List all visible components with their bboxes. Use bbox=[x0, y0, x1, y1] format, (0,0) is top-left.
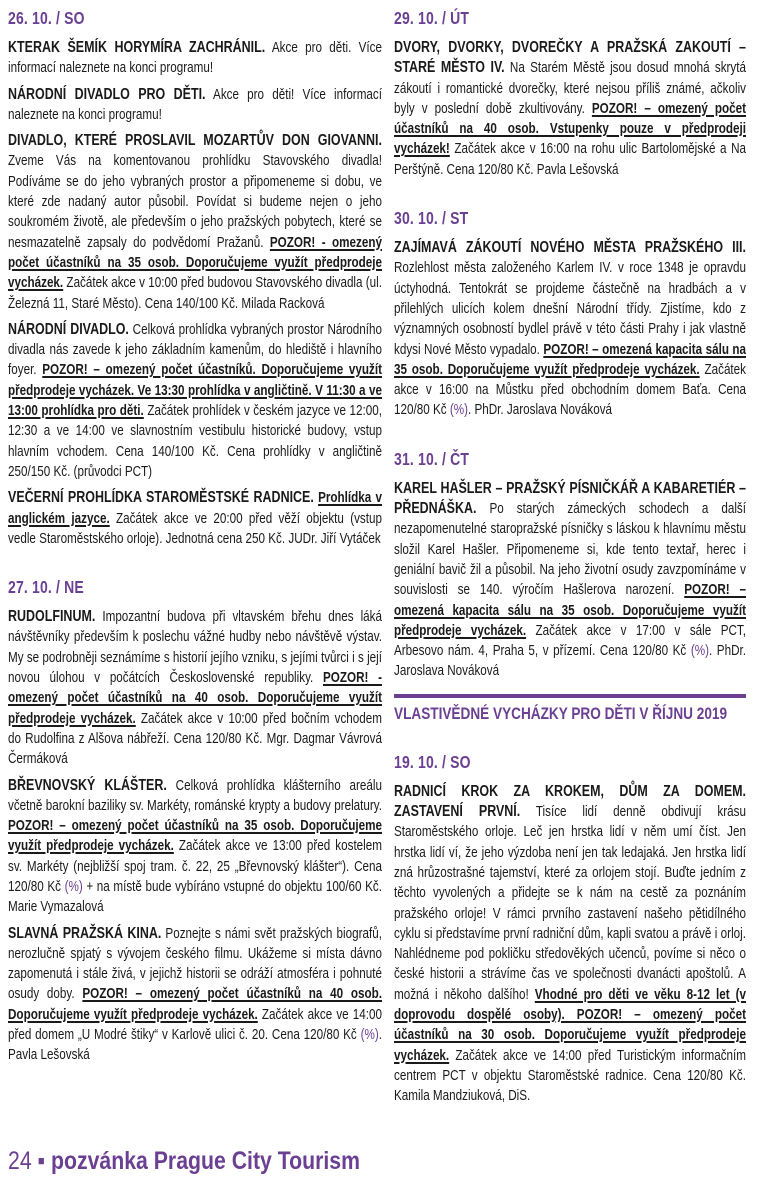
event-details: Začátek akce v 10:00 před bočním vchodem do Rudolfina z Alšova nábřeží. Cena 120/80 Kč. Mgr. Dagmar Vávrová Čermáková bbox=[8, 710, 382, 768]
event-warning: POZOR! – omezený počet účastníků na 35 osob. Doporučujeme využít předprodeje vycházek. bbox=[8, 818, 382, 855]
event-warning: POZOR! – omezená kapacita sálu na 35 osob. Doporučujeme využít předprodeje vycházek. bbox=[394, 341, 747, 378]
event-item bbox=[8, 776, 382, 918]
date-heading: 30. 10. / ST bbox=[394, 208, 469, 229]
event-details: Začátek akce ve 20:00 před věží objektu (vstup vedle Staroměstského orloje). Jednotná cena 250 Kč. JUDr. Jiří Vytáček bbox=[8, 510, 382, 547]
event-title: RADNICÍ KROK ZA KROKEM, DŮM ZA DOMEM. ZASTAVENÍ PRVNÍ. bbox=[394, 782, 746, 821]
event-text: Po starých zámeckých schodech a další nezapomenutelné staropražské písničky s láskou k hlavnímu městu složil Karel Hašler. Připomeneme si, kde tento textař, herec i geniální bavič žil a působil. Na jeho životní osudy zavzpomínáme v souvislosti se 140. výročím Hašlerova narození. bbox=[394, 501, 746, 599]
event-details: Začátek akce v 17:00 v sále PCT, Arbesovo nám. 4, Praha 5, v přízemí. Cena 120/80 Kč bbox=[394, 622, 746, 660]
section-title: VLASTIVĚDNÉ VYCHÁZKY PRO DĚTI V ŘÍJNU 2019 bbox=[394, 703, 728, 723]
event-title: NÁRODNÍ DIVADLO. bbox=[8, 320, 129, 338]
date-heading: 29. 10. / ÚT bbox=[394, 8, 470, 28]
event-item bbox=[8, 488, 382, 549]
event-text: Na Starém Městě jsou dosud mnohá skrytá zákoutí i romantické dvorečky, které nejsou příliš známé, ačkoliv byly v poslední době zkultivovány. bbox=[394, 60, 746, 117]
event-details-end: . PhDr. Jaroslava Nováková bbox=[467, 402, 613, 419]
left-column bbox=[8, 0, 382, 1072]
event-details: Začátek akce v 10:00 před budovou Stavovského divadla (ul. Železná 11, Staré Město). Cena 140/100 Kč. Milada Racková bbox=[8, 275, 383, 312]
event-warning: POZOR! – omezená kapacita sálu na 35 osob. Doporučujeme využít předprodeje vycházek. bbox=[394, 582, 747, 639]
event-details: Začátek akce v 16:00 na Můstku před obchodním domem Baťa. Cena 120/80 Kč bbox=[394, 361, 747, 419]
section-divider bbox=[394, 694, 746, 698]
date-heading: 26. 10. / SO bbox=[8, 8, 85, 28]
event-details: Začátek akce v 16:00 na rohu ulic Bartolomějské a Na Perštýně. Cena 120/80 Kč. Pavla Lešovská bbox=[394, 141, 746, 178]
event-text: Rozlehlost města založeného Karlem IV. v roce 1348 je opravdu úctyhodná. Tentokrát se projdeme částečně na hradbách a v přilehlých ulicích kolem dnešní Národní třídy. Zjistíme, kdo z významných osobností bydlel právě v této části Prahy i jak vlastně kdysi Nové Město vypadalo. bbox=[394, 260, 746, 358]
event-item bbox=[394, 479, 746, 682]
event-title: DIVADLO, KTERÉ PROSLAVIL MOZARTŮV DON GIOVANNI. bbox=[8, 132, 382, 150]
discount-mark: (%) bbox=[690, 643, 709, 660]
event-item bbox=[8, 38, 382, 79]
event-details: Začátek prohlídek v českém jazyce ve 12:00, 12:30 a ve 14:00 ve slavnostním vestibulu historické budovy, vstup hlavním vchodem. Cena 140/100 Kč. Cena prohlídky v angličtině 250/150 Kč. (průvodci PCT) bbox=[8, 403, 382, 480]
event-warning: POZOR! - omezený počet účastníků na 35 osob. Doporučujeme využít předprodeje vycházek. bbox=[8, 234, 383, 292]
event-text: Celková prohlídka klášterního areálu včetně barokní baziliky sv. Markéty, románské krypty a budovy prelatury. bbox=[8, 777, 382, 814]
event-warning: Vhodné pro děti ve věku 8-12 let (v doprovodu dospělé osoby). POZOR! – omezený počet účastníků na 30 osob. Doporučujeme využít předprodeje vycházek. bbox=[394, 986, 746, 1064]
event-title: KTERAK ŠEMÍK HORYMÍRA ZACHRÁNIL. bbox=[8, 39, 266, 56]
event-title: RUDOLFINUM. bbox=[8, 608, 96, 626]
event-warning: POZOR! – omezený počet účastníků. Doporučujeme využít předprodeje vycházek. Ve 13:30 prohlídka v angličtině. V 11:30 a ve 13:00 prohlídka pro děti. bbox=[8, 362, 383, 420]
event-text: Celková prohlídka vybraných prostor Národního divadla nás zavede k jeho základním kamenům, do hlediště i hlavního foyer. bbox=[8, 321, 382, 379]
event-warning: POZOR! – omezený počet účastníků na 40 osob. Doporučujeme využít předprodeje vycházek. bbox=[8, 986, 382, 1023]
event-title: KAREL HAŠLER – PRAŽSKÝ PÍSNIČKÁŘ A KABARETIÉR – PŘEDNÁŠKA. bbox=[394, 479, 746, 518]
event-text: Poznejte s námi svět pražských biografů, nerozlučně spjatý s vývojem českého filmu. Ukážeme si místa dávno zapomenutá i stále živá, v jejichž historii se odráží atmosféra i pohnuté osudy doby. bbox=[8, 925, 382, 1003]
event-details-end: . PhDr. Jaroslava Nováková bbox=[394, 643, 746, 680]
event-details: Začátek akce ve 13:00 před kostelem sv. Markéty (nejbližší spoj tram. č. 22, 25 „Břevnovský klášter“). Cena 120/80 Kč bbox=[8, 838, 382, 895]
right-column bbox=[394, 0, 746, 1112]
event-details: Začátek akce ve 14:00 před Turistickým informačním centrem PCT v objektu Staroměstské radnice. Cena 120/80 Kč. Kamila Mandziuková, DiS. bbox=[394, 1047, 746, 1105]
event-item bbox=[8, 607, 382, 769]
event-title: NÁRODNÍ DIVADLO PRO DĚTI. bbox=[8, 85, 206, 103]
date-heading: 27. 10. / NE bbox=[8, 577, 84, 598]
event-text: Zveme Vás na komentovanou prohlídku Stavovského divadla! Podíváme se do jeho vybraných prostor a připomeneme si dobu, ve které zde nadaný autor působil. Povídat si budeme nejen o jeho soukromém životě, ale především o jeho pražských pobytech, které se nesmazatelně zapsaly do podvědomí Pražanů. bbox=[8, 153, 382, 251]
date-heading: 19. 10. / SO bbox=[394, 751, 471, 772]
date-heading: 31. 10. / ČT bbox=[394, 448, 470, 469]
page-footer bbox=[8, 1146, 360, 1176]
event-item bbox=[8, 85, 382, 126]
event-warning: POZOR! – omezený počet účastníků na 40 osob. Vstupenky pouze v předprodeji vycházek! bbox=[394, 100, 747, 158]
discount-mark: (%) bbox=[449, 402, 468, 419]
event-title: ZAJÍMAVÁ ZÁKOUTÍ NOVÉHO MĚSTA PRAŽSKÉHO III. bbox=[394, 239, 746, 257]
event-item bbox=[8, 320, 382, 482]
discount-mark: (%) bbox=[360, 1027, 379, 1044]
event-details: Začátek akce ve 14:00 před domem „U Modré štiky“ v Karlově ulici č. 20. Cena 120/80 Kč bbox=[8, 1006, 383, 1044]
event-title: VEČERNÍ PROHLÍDKA STAROMĚSTSKÉ RADNICE. bbox=[8, 489, 314, 507]
event-title: SLAVNÁ PRAŽSKÁ KINA. bbox=[8, 924, 162, 942]
event-title: DVORY, DVORKY, DVOREČKY A PRAŽSKÁ ZAKOUTÍ – STARÉ MĚSTO IV. bbox=[394, 39, 746, 77]
footer-separator: ▪ bbox=[37, 1147, 46, 1175]
event-item bbox=[394, 38, 746, 180]
discount-mark: (%) bbox=[64, 878, 83, 895]
page-number: 24 bbox=[8, 1147, 32, 1175]
event-title: BŘEVNOVSKÝ KLÁŠTER. bbox=[8, 776, 167, 794]
event-text: Akce pro děti! Více informací naleznete na konci programu! bbox=[8, 86, 382, 123]
event-details-end: . Pavla Lešovská bbox=[8, 1027, 382, 1064]
event-item bbox=[394, 782, 746, 1107]
event-text: Impozantní budova při vltavském břehu dnes láká návštěvníky především k poslechu vážné hudby nebo návštěvě výstav. My se podrobněji seznámíme s historií jejího vzniku, s jejími tvůrci i s její novou úlohou v počátcích Československé republiky. bbox=[8, 609, 382, 687]
publication-title: pozvánka Prague City Tourism bbox=[51, 1147, 360, 1175]
event-warning: Prohlídka v anglickém jazyce. bbox=[8, 490, 383, 527]
event-text: Akce pro děti. Více informací naleznete na konci programu! bbox=[8, 40, 382, 77]
event-text: Tisíce lidí denně obdivují krásu Staroměstského orloje. Leč jen hrstka lidí v něm umí číst. Jen hrstka lidí ví, že jeho výzdoba není jen tak ledajaká. Jen hrstka lidí zná hrůzostrašné tajemství, které za orlojem stojí. Buďte jedním z těchto vyvolených a přidejte se k nám na cestě za poznáním pražského orloje! V rámci prvního zastavení našeho pětidílného cyklu si představíme první radniční dům, kapli svatou a právě i orloj. Nahlédneme pod pokličku středověkých učenců, povíme si něco o české historii a strávíme čas ve společnosti dvanácti apoštolů. A možná i někoho dalšího! bbox=[394, 804, 746, 1003]
event-item bbox=[394, 238, 746, 421]
event-warning: POZOR! - omezený počet účastníků na 40 osob. Doporučujeme využít předprodeje vycházek. bbox=[8, 670, 383, 727]
event-item bbox=[8, 131, 382, 314]
event-item bbox=[8, 924, 382, 1066]
event-details-end: + na místě bude vybíráno vstupné do objektu 100/60 Kč. Marie Vymazalová bbox=[8, 878, 383, 916]
